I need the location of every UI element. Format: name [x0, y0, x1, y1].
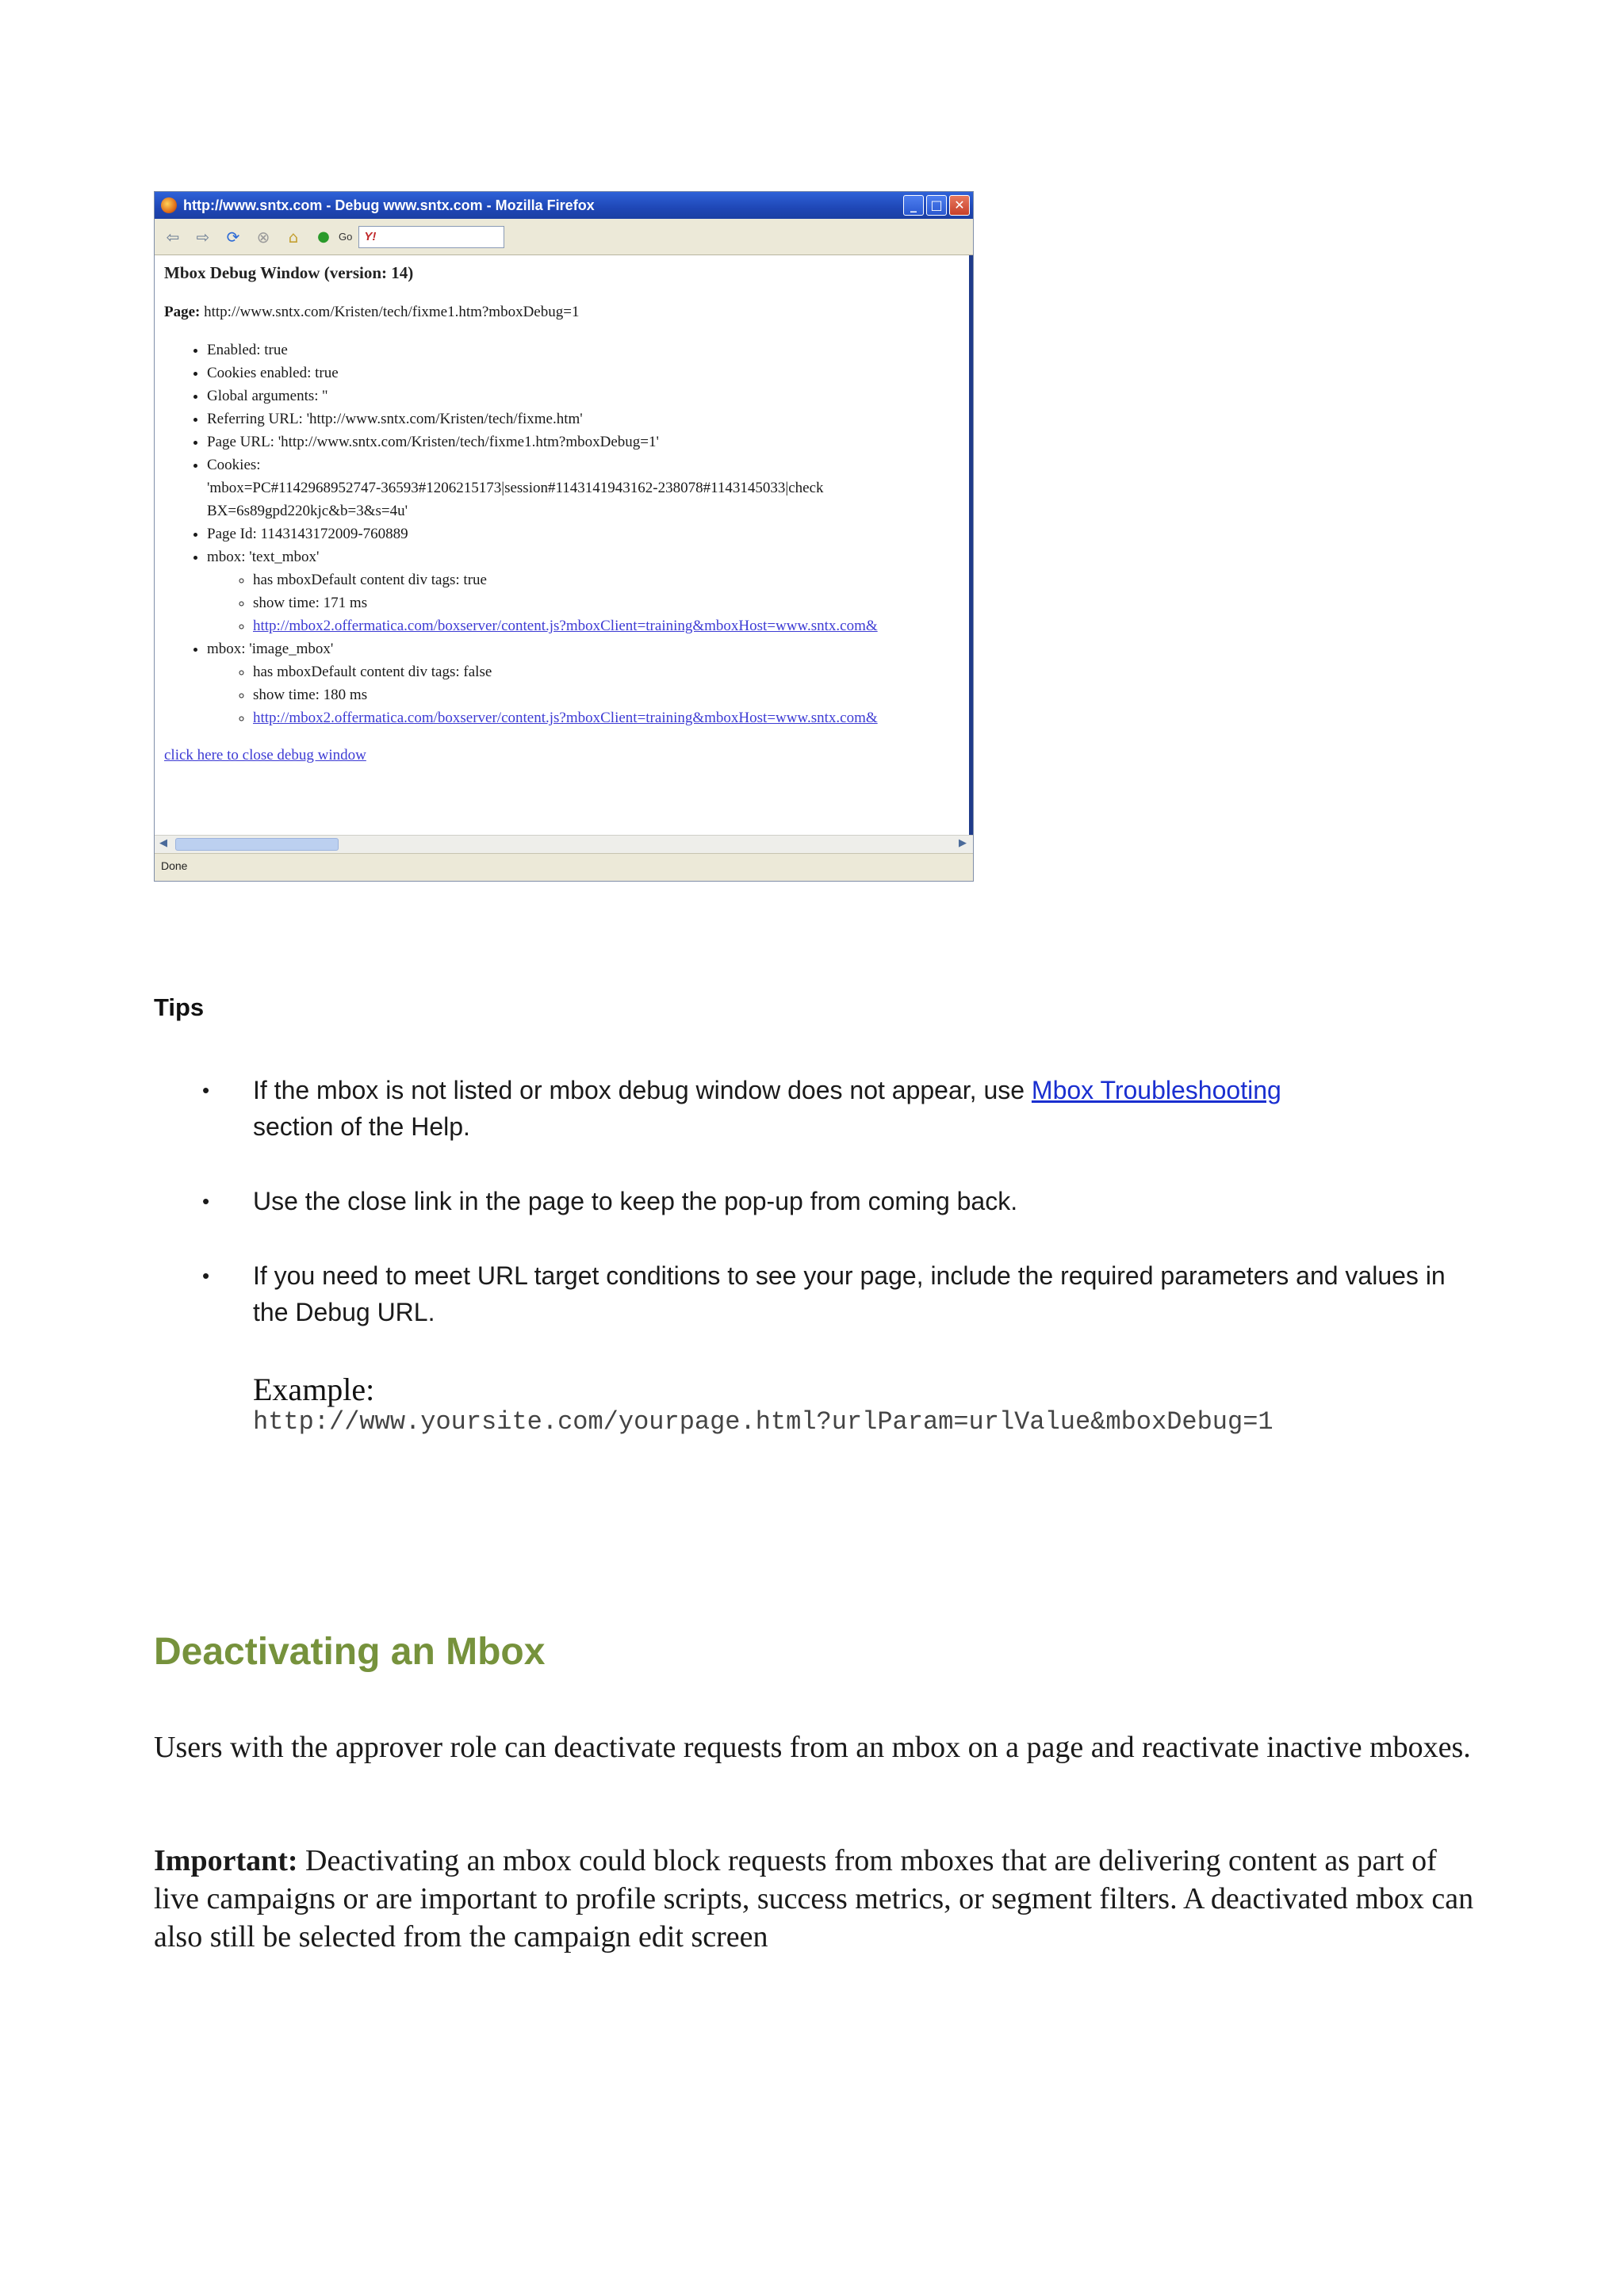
tip-text: If you need to meet URL target conditions to see your page, include the required parameters and values in the Debug URL.	[253, 1261, 1446, 1326]
tip-text: If the mbox is not listed or mbox debug window does not appear, use	[253, 1076, 1032, 1104]
intro-paragraph: Users with the approver role can deactivate requests from an mbox on a page and reactivate inactive mboxes.	[154, 1731, 1471, 1764]
bullet: •	[202, 1264, 210, 1288]
list-item-cookies	[207, 453, 967, 522]
status-bar: Done	[155, 853, 973, 882]
bullet: •	[202, 1078, 210, 1102]
list-item: • Referring URL: 'http://www.sntx.com/Kristen/tech/fixme.htm'	[207, 408, 967, 430]
scroll-left-icon[interactable]: ◀	[159, 837, 167, 849]
list-item: • Cookies enabled: true	[207, 362, 967, 385]
example-label: Example:	[253, 1372, 375, 1407]
page-label: Page:	[164, 304, 201, 320]
mbox-name: mbox: 'text_mbox'	[207, 549, 320, 565]
maximize-icon[interactable]: □	[926, 195, 947, 216]
debug-page-line	[164, 304, 967, 321]
scroll-right-icon[interactable]: ▶	[959, 837, 967, 849]
debug-list	[164, 339, 967, 729]
minimize-icon[interactable]: _	[903, 195, 924, 216]
page-url: http://www.sntx.com/Kristen/tech/fixme1.htm?mboxDebug=1	[204, 304, 580, 320]
cookies-value-1: 'mbox=PC#1142968952747-36593#1206215173|session#1143141943162-238078#1143145033|check	[207, 480, 824, 496]
home-icon[interactable]: ⌂	[288, 227, 299, 247]
tip-item	[202, 1072, 1487, 1145]
reload-icon[interactable]: ⟳	[226, 227, 240, 247]
tips-list	[202, 1072, 1487, 1330]
go-icon[interactable]: ●	[317, 228, 330, 245]
go-label[interactable]: Go	[339, 231, 353, 243]
mbox-request-link[interactable]: http://mbox2.offermatica.com/boxserver/content.js?mboxClient=training&mboxHost=www.sntx.com&	[253, 618, 878, 634]
forward-icon[interactable]: ⇨	[196, 227, 210, 247]
important-text: Deactivating an mbox could block requests from mboxes that are delivering content as part of live campaigns or are important to profile scripts, success metrics, or segment filters. A deactivated mbox can also still be selected from the campaign edit screen	[154, 1844, 1474, 1954]
close-debug-link[interactable]: click here to close debug window	[164, 747, 366, 763]
list-item	[253, 614, 967, 637]
tips-heading: Tips	[154, 993, 205, 1021]
important-label: Important:	[154, 1844, 298, 1877]
list-item-mbox	[207, 637, 967, 729]
close-icon[interactable]: ✕	[949, 195, 970, 216]
list-item	[253, 706, 967, 729]
browser-title-bar	[155, 192, 973, 219]
back-icon[interactable]: ⇦	[166, 227, 180, 247]
debug-window-screenshot	[154, 191, 974, 882]
example-code: http://www.yoursite.com/yourpage.html?urlParam=urlValue&mboxDebug=1	[253, 1407, 1274, 1437]
important-paragraph	[154, 1842, 1486, 1956]
debug-content	[164, 263, 967, 764]
list-item: ◦ has mboxDefault content div tags: false	[253, 660, 967, 683]
list-item: • Enabled: true	[207, 339, 967, 362]
mbox-name: mbox: 'image_mbox'	[207, 641, 334, 657]
stop-icon[interactable]: ⊗	[256, 227, 270, 247]
browser-toolbar	[155, 219, 973, 255]
list-item: • Page Id: 1143143172009-760889	[207, 522, 967, 545]
scrollbar-thumb[interactable]	[175, 838, 339, 851]
bullet: •	[202, 1189, 210, 1213]
browser-title: http://www.sntx.com - Debug www.sntx.com - Mozilla Firefox	[183, 197, 595, 213]
list-item: • Page URL: 'http://www.sntx.com/Kristen/tech/fixme1.htm?mboxDebug=1'	[207, 430, 967, 453]
list-item: • Global arguments: ''	[207, 385, 967, 408]
tip-item	[202, 1183, 1487, 1219]
list-item: ◦ show time: 180 ms	[253, 683, 967, 706]
cookies-value-2: BX=6s89gpd220kjc&b=3&s=4u'	[207, 503, 408, 519]
list-item-mbox	[207, 545, 967, 637]
window-edge	[969, 255, 973, 835]
tip-text: Use the close link in the page to keep the pop-up from coming back.	[253, 1187, 1018, 1215]
mbox-troubleshooting-link[interactable]: Mbox Troubleshooting	[1031, 1076, 1281, 1104]
cookies-label: Cookies:	[207, 457, 261, 473]
firefox-icon	[161, 197, 177, 213]
horizontal-scrollbar[interactable]	[155, 835, 973, 853]
section-heading: Deactivating an Mbox	[154, 1631, 546, 1673]
debug-heading: Mbox Debug Window (version: 14)	[164, 263, 414, 282]
search-input[interactable]: Y!	[358, 226, 504, 248]
tip-item	[202, 1257, 1487, 1330]
list-item: ◦ has mboxDefault content div tags: true	[253, 568, 967, 591]
mbox-request-link[interactable]: http://mbox2.offermatica.com/boxserver/content.js?mboxClient=training&mboxHost=www.sntx.com&	[253, 710, 878, 726]
tip-text-tail: section of the Help.	[253, 1112, 470, 1141]
list-item: ◦ show time: 171 ms	[253, 591, 967, 614]
